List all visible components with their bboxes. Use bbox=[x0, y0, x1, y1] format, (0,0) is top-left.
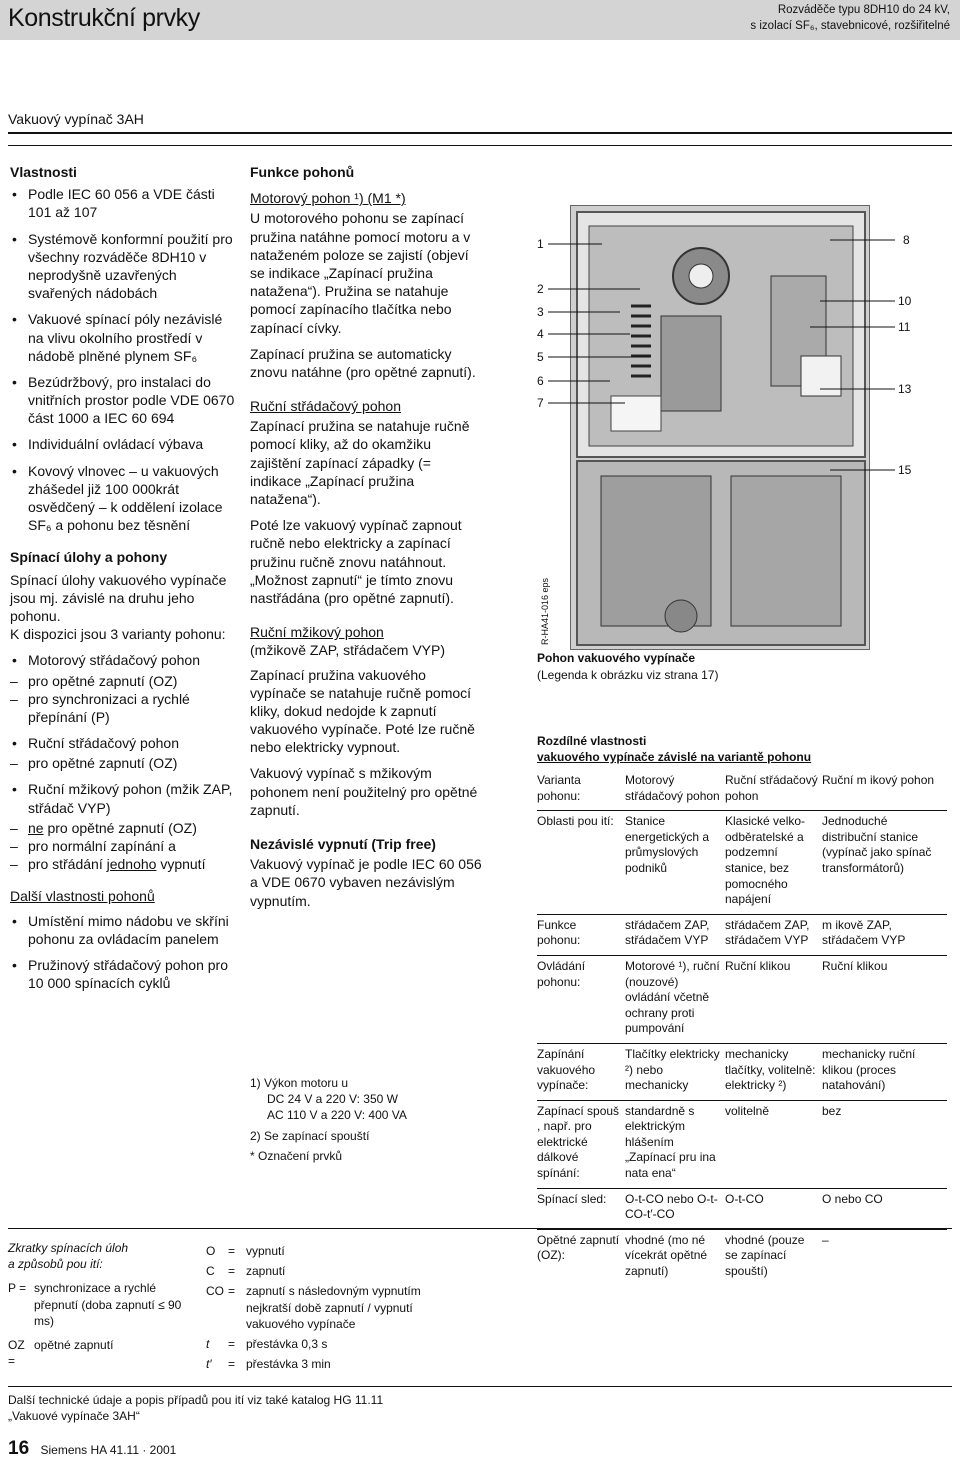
section-rule bbox=[8, 132, 952, 134]
table-cell: Zapínací spouš , např. pro elektrické dálkové spínání: bbox=[537, 1103, 620, 1181]
header-subtitle bbox=[750, 3, 950, 34]
table-row bbox=[537, 914, 947, 955]
table-row bbox=[537, 1100, 947, 1188]
callout-label: 1 bbox=[537, 237, 544, 251]
abbrev-row bbox=[206, 1243, 466, 1259]
table-cell: Motorové ¹), ruční (nouzové) ovládání včetně ochrany proti pumpování bbox=[625, 958, 720, 1036]
table-title bbox=[537, 733, 947, 765]
table-cell: Stanice energetických a průmyslových podniků bbox=[625, 814, 710, 875]
section-title: Vakuový vypínač 3AH bbox=[8, 111, 144, 127]
table-cell: O-t-CO bbox=[725, 1191, 764, 1206]
table-row bbox=[537, 810, 947, 914]
mzik-paragraph-2: Vakuový vypínač s mžikovým pohonem není použitelný pro opětné zapnutí. bbox=[250, 765, 478, 818]
rucni-paragraph-1: Zapínací pružina se natahuje ručně pomocí kliky, až do okamžiku zajištění zapínací západky (= indikace „Zapínací pružina natažena“). bbox=[250, 418, 470, 507]
page-footer bbox=[8, 1437, 176, 1461]
table-cell: standardně s elektrickým hlášením „Zapínací pru ina nata ena“ bbox=[625, 1103, 716, 1181]
mzik-subtitle: (mžikově ZAP, střádačem VYP) bbox=[250, 642, 446, 659]
table-row bbox=[537, 1188, 947, 1229]
list-item: • Individuální ovládací výbava bbox=[10, 435, 235, 453]
heading-spinaci: Spínací úlohy a pohony bbox=[10, 549, 168, 566]
rucni-title: Ruční střádačový pohon bbox=[250, 398, 401, 415]
table-row bbox=[537, 770, 947, 810]
callout-label: 2 bbox=[537, 282, 544, 296]
table-cell: střádačem ZAP, střádačem VYP bbox=[725, 917, 810, 948]
abbrev-row bbox=[206, 1356, 466, 1372]
header-bar bbox=[0, 0, 960, 40]
vlastnosti-list bbox=[10, 185, 235, 534]
footnote-3: * Označení prvků bbox=[250, 1148, 343, 1163]
abbrev-value: přestávka 0,3 s bbox=[246, 1336, 328, 1351]
motor-paragraph-2: Zapínací pružina se automaticky znovu natáhne (pro opětné zapnutí). bbox=[250, 345, 476, 380]
trip-title: Nezávislé vypnutí (Trip free) bbox=[250, 836, 436, 852]
heading-funkce: Funkce pohonů bbox=[250, 164, 355, 180]
abbrev-value: přestávka 3 min bbox=[246, 1357, 331, 1372]
table-cell: O nebo CO bbox=[822, 1191, 883, 1206]
list-item: • Umístění mimo nádobu ve skříni pohonu za ovládacím panelem bbox=[10, 912, 235, 948]
table-row bbox=[537, 955, 947, 1043]
table-cell: Ruční střádačový pohon bbox=[725, 773, 818, 803]
footnote-2: 2) Se zapínací spouští bbox=[250, 1128, 370, 1143]
callout-label: 10 bbox=[898, 294, 912, 308]
trip-paragraph: Vakuový vypínač je podle IEC 60 056 a VDE 0670 vybaven nezávislým vypnutím. bbox=[250, 856, 482, 909]
variants-list bbox=[10, 651, 235, 669]
variant-mzik: • Ruční mžikový pohon (mžik ZAP, střádač VYP) bbox=[10, 780, 235, 816]
table-cell: Zapínání vakuového vypínače: bbox=[537, 1046, 596, 1093]
abbrev-right bbox=[206, 1243, 466, 1376]
table-cell: Klasické velko-odběratelské a podzemní stanice, bez pomocného napájení bbox=[725, 814, 806, 907]
figure-code: R-HA41-016 eps bbox=[540, 577, 550, 645]
list-item: • Systémově konformní použití pro všechny rozváděče 8DH10 v neprodyšně uzavřených svařených nádobách bbox=[10, 230, 235, 303]
section-rule-thin bbox=[8, 145, 952, 146]
motor-title: Motorový pohon ¹) (M1 *) bbox=[250, 190, 406, 207]
list-item: • Vakuové spínací póly nezávislé na vlivu okolního prostředí v nádobě plněné plynem SF₆ bbox=[10, 310, 235, 365]
middle-column bbox=[250, 163, 485, 918]
table-row bbox=[537, 1229, 947, 1286]
table-cell: střádačem ZAP, střádačem VYP bbox=[625, 917, 710, 948]
variant-mzik-sublist bbox=[10, 819, 235, 874]
abbrev-eq: = bbox=[228, 1336, 236, 1351]
dalsi-list bbox=[10, 912, 235, 993]
list-item: • Pružinový střádačový pohon pro 10 000 spínacích cyklů bbox=[10, 956, 235, 992]
abbrev-eq: = bbox=[228, 1244, 236, 1258]
abbrev-value: synchronizace a rychlé přepnutí (doba zapnutí ≤ 90 ms) bbox=[34, 1281, 182, 1328]
header-subtitle-line1: Rozváděče typu 8DH10 do 24 kV, bbox=[777, 4, 950, 16]
mzik-paragraph-1: Zapínací pružina vakuového vypínače se natahuje ručně pomocí kliky, dokud nedojde k zapnutí vakuového vypínače. Poté lze ručně nebo elektricky vypnout. bbox=[250, 666, 475, 756]
table-cell: volitelně bbox=[725, 1103, 770, 1118]
abbrev-row bbox=[206, 1336, 466, 1352]
list-item: – pro opětné zapnutí (OZ) bbox=[10, 754, 235, 772]
footer-rule bbox=[8, 1386, 952, 1387]
list-item: – pro synchronizaci a rychlé přepínání (P) bbox=[10, 690, 235, 726]
table-cell: Ruční klikou bbox=[822, 958, 888, 973]
abbrev-title-line2: a způsobů pou ití: bbox=[8, 1257, 103, 1272]
abbrev-row bbox=[8, 1337, 198, 1369]
list-item bbox=[10, 819, 235, 837]
variant-motor: • Motorový střádačový pohon bbox=[10, 651, 235, 669]
callout-label: 7 bbox=[537, 396, 544, 410]
page-number: 16 bbox=[8, 1438, 30, 1459]
abbrev-value: vypnutí bbox=[246, 1244, 285, 1258]
variants-list-3 bbox=[10, 780, 235, 816]
variant-motor-sublist bbox=[10, 672, 235, 727]
abbrev-eq: = bbox=[228, 1357, 236, 1372]
spinaci-paragraph-2: K dispozici jsou 3 varianty pohonu: bbox=[10, 626, 226, 643]
abbrev-left bbox=[8, 1240, 198, 1377]
table-row bbox=[537, 1043, 947, 1100]
abbrev-row bbox=[206, 1263, 466, 1279]
table-cell: O-t-CO nebo O-t-CO-t′-CO bbox=[625, 1191, 718, 1222]
list-item-text: vypnutí bbox=[156, 856, 206, 873]
abbrev-key: C bbox=[206, 1264, 215, 1279]
list-item-text: pro opětné zapnutí (OZ) bbox=[43, 819, 197, 836]
variant-rucni: • Ruční střádačový pohon bbox=[10, 734, 235, 752]
footer-note-line1: Další technické údaje a popis případů pou ití viz také katalog HG 11.11 bbox=[8, 1393, 384, 1407]
catalog-reference: Siemens HA 41.11 · 2001 bbox=[40, 1443, 177, 1457]
callout-label: 3 bbox=[537, 305, 544, 319]
callout-label: 4 bbox=[537, 327, 544, 341]
abbrev-key: OZ = bbox=[8, 1337, 25, 1369]
callout-label: 8 bbox=[903, 233, 910, 247]
footnote-1: 1) Výkon motoru u bbox=[250, 1076, 349, 1090]
abbrev-key: O bbox=[206, 1244, 216, 1258]
abbrev-key: t′ bbox=[206, 1357, 212, 1372]
page-title: Konstrukční prvky bbox=[8, 4, 200, 32]
rucni-paragraph-2: Poté lze vakuový vypínač zapnout ručně nebo elektricky a zapínací pružinu ručně znovu natáhnout. „Možnost zapnutí“ je tímto znovu nastřádána (pro opětné zapnutí). bbox=[250, 517, 462, 606]
abbrev-value: opětné zapnutí bbox=[34, 1337, 114, 1352]
abbrev-key: CO bbox=[206, 1284, 224, 1299]
abbrev-title bbox=[8, 1240, 198, 1272]
abbrev-row bbox=[8, 1280, 198, 1329]
abbrev-key: P = bbox=[8, 1281, 27, 1296]
figure-caption bbox=[537, 650, 937, 684]
underlined-word: jednoho bbox=[106, 856, 157, 873]
heading-vlastnosti: Vlastnosti bbox=[10, 164, 77, 180]
callout-label: 15 bbox=[898, 463, 912, 477]
table-cell: Tlačítky elektricky ²) nebo mechanicky bbox=[625, 1046, 720, 1093]
list-item-text: pro střádání bbox=[28, 856, 107, 873]
callout-label: 6 bbox=[537, 374, 544, 388]
footnotes bbox=[250, 1075, 485, 1168]
table-cell: Funkce pohonu: bbox=[537, 917, 581, 948]
table-cell: Ovládání pohonu: bbox=[537, 958, 586, 989]
table-cell: Ruční m ikový pohon bbox=[822, 773, 935, 787]
list-item bbox=[10, 855, 235, 873]
abbrev-value: zapnutí bbox=[246, 1264, 286, 1279]
callout-label: 11 bbox=[898, 320, 911, 334]
table-cell: m ikově ZAP, střádačem VYP bbox=[822, 917, 906, 948]
variant-rucni-sublist bbox=[10, 754, 235, 772]
variants-table bbox=[537, 770, 947, 1286]
table-cell: Oblasti pou ití: bbox=[537, 814, 614, 829]
motor-paragraph-1: U motorového pohonu se zapínací pružina natáhne pomocí motoru a v nataženém poloze se zajistí (objeví se indikace „Zapínací pružina natažena“). Pružina se natahuje pomocí zapínacího tlačítka nebo zapínací cívky. bbox=[250, 210, 471, 336]
list-item: • Bezúdržbový, pro instalaci do vnitřních prostor podle VDE 0670 část 1000 a IEC 60 694 bbox=[10, 373, 235, 428]
table-cell: mechanicky tlačítky, volitelně: elektricky ²) bbox=[725, 1046, 816, 1093]
footnote-1-dc: DC 24 V a 220 V: 350 W bbox=[267, 1092, 398, 1107]
table-title-line2: vakuového vypínače závislé na variantě pohonu bbox=[537, 750, 812, 765]
footnote-1-ac: AC 110 V a 220 V: 400 VA bbox=[267, 1108, 407, 1123]
callout-leader-lines bbox=[530, 200, 930, 490]
table-cell: Varianta pohonu: bbox=[537, 773, 581, 803]
table-cell: bez bbox=[822, 1103, 842, 1118]
table-cell: Jednoduché distribuční stanice (vypínač jako spínač transformátorů) bbox=[822, 814, 932, 875]
table-cell: Spínací sled: bbox=[537, 1191, 607, 1206]
variants-list-2 bbox=[10, 734, 235, 752]
underlined-word: ne bbox=[28, 819, 44, 836]
table-cell: – bbox=[822, 1232, 829, 1247]
table-cell: vhodné (pouze se zapínací spouští) bbox=[725, 1232, 805, 1279]
header-subtitle-line2: s izolací SF₆, stavebnicové, rozšiřitelné bbox=[750, 19, 950, 32]
heading-dalsi: Další vlastnosti pohonů bbox=[10, 888, 155, 905]
callout-label: 13 bbox=[898, 382, 912, 396]
table-cell: mechanicky ruční klikou (proces natahování) bbox=[822, 1046, 916, 1093]
abbrev-value: zapnutí s následovným vypnutím nejkratší době zapnutí / vypnutí vakuového vypínače bbox=[246, 1284, 421, 1331]
left-column bbox=[10, 163, 235, 1000]
abbrev-key: t bbox=[206, 1336, 210, 1351]
abbrev-eq: = bbox=[228, 1284, 236, 1299]
list-item: • Podle IEC 60 056 a VDE části 101 až 107 bbox=[10, 185, 235, 221]
list-item: – pro opětné zapnutí (OZ) bbox=[10, 672, 235, 690]
figure-caption-title: Pohon vakuového vypínače bbox=[537, 651, 696, 665]
list-item: • Kovový vlnovec – u vakuových zhášedel již 100 000krát osvědčený – k oddělení izolace SF₆ a pohonu bez těsnění bbox=[10, 462, 235, 535]
list-item: – pro normální zapínání a bbox=[10, 837, 235, 855]
callout-label: 5 bbox=[537, 350, 544, 364]
table-cell: Motorový střádačový pohon bbox=[625, 773, 720, 803]
figure-caption-text: (Legenda k obrázku viz strana 17) bbox=[537, 667, 719, 682]
spinaci-paragraph-1: Spínací úlohy vakuového vypínače jsou mj. závislé na druhu jeho pohonu. bbox=[10, 571, 227, 624]
abbrev-eq: = bbox=[228, 1264, 236, 1279]
table-cell: vhodné (mo né vícekrát opětné zapnutí) bbox=[625, 1232, 708, 1279]
footer-note bbox=[8, 1392, 608, 1424]
table-title-line1: Rozdílné vlastnosti bbox=[537, 734, 647, 748]
mzik-title: Ruční mžikový pohon bbox=[250, 624, 384, 641]
footer-note-line2: „Vakuové vypínače 3AH“ bbox=[8, 1409, 140, 1424]
abbrev-rule bbox=[8, 1228, 952, 1229]
abbrev-title-line1: Zkratky spínacích úloh bbox=[8, 1241, 129, 1255]
table-cell: Opětné zapnutí (OZ): bbox=[537, 1232, 620, 1263]
abbrev-row bbox=[206, 1283, 466, 1332]
table-cell: Ruční klikou bbox=[725, 958, 791, 973]
